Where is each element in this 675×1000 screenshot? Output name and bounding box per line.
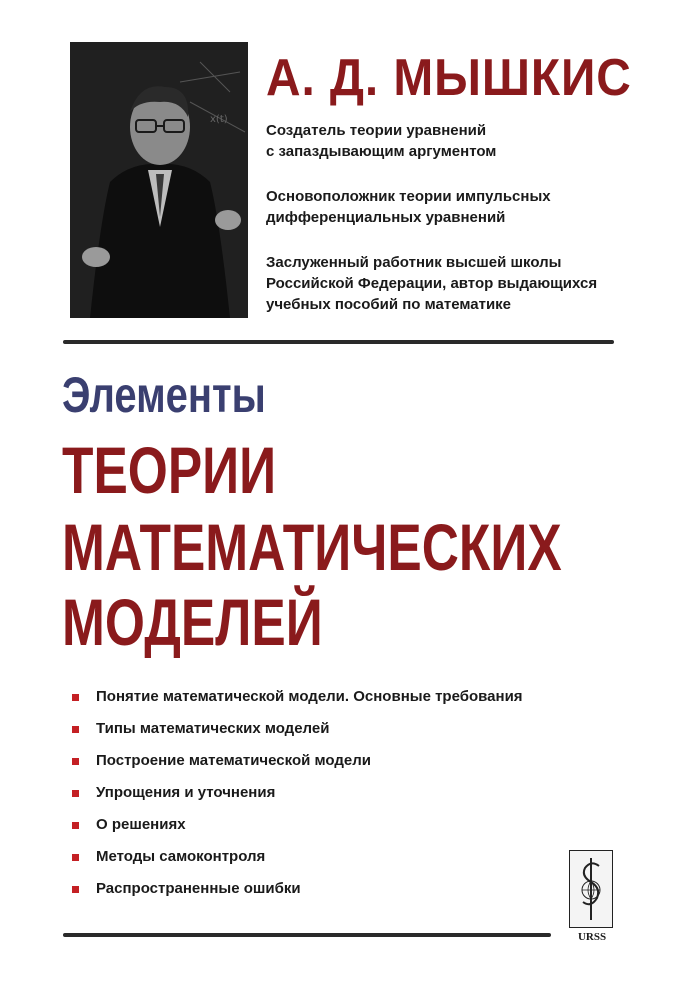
- bio-line: Российской Федерации, автор выдающихся: [266, 275, 598, 292]
- list-item: [70, 876, 523, 908]
- divider-bottom: [63, 933, 551, 937]
- list-item: [70, 844, 523, 876]
- bio-line: Создатель теории уравнений: [266, 122, 487, 139]
- bullet-square-icon: [72, 758, 79, 765]
- topic-list: [70, 684, 523, 908]
- bio-line: дифференциальных уравнений: [266, 209, 506, 226]
- title-line-2: ТЕОРИИ: [62, 433, 277, 507]
- title-line-3: МАТЕМАТИЧЕСКИХ: [62, 510, 562, 584]
- topic-label: Распространенные ошибки: [96, 880, 301, 897]
- topic-label: Упрощения и уточнения: [96, 784, 276, 801]
- topic-label: Методы самоконтроля: [96, 848, 266, 865]
- author-bio-1: [266, 120, 606, 162]
- bullet-square-icon: [72, 726, 79, 733]
- topic-label: О решениях: [96, 816, 186, 833]
- svg-text:x(t): x(t): [210, 114, 228, 125]
- list-item: [70, 748, 523, 780]
- author-bio-2: [266, 186, 606, 228]
- bio-line: с запаздывающим аргументом: [266, 143, 497, 160]
- bio-line: учебных пособий по математике: [266, 296, 512, 313]
- bullet-square-icon: [72, 694, 79, 701]
- bullet-square-icon: [72, 854, 79, 861]
- publisher-name: URSS: [577, 931, 607, 943]
- author-name: А. Д. МЫШКИС: [266, 49, 632, 107]
- bullet-square-icon: [72, 790, 79, 797]
- bio-line: Основоположник теории импульсных: [266, 188, 551, 205]
- list-item: [70, 812, 523, 844]
- divider-top: [63, 340, 614, 344]
- urss-logo-icon: [569, 850, 613, 928]
- list-item: [70, 684, 523, 716]
- topic-label: Понятие математической модели. Основные требования: [96, 688, 523, 705]
- bio-line: Заслуженный работник высшей школы: [266, 254, 562, 271]
- author-photo: [70, 42, 248, 318]
- list-item: [70, 716, 523, 748]
- topic-label: Построение математической модели: [96, 752, 371, 769]
- author-bio-3: [266, 252, 606, 315]
- author-portrait-illustration: [70, 42, 248, 318]
- list-item: [70, 780, 523, 812]
- topic-label: Типы математических моделей: [96, 720, 330, 737]
- publisher-logo: [569, 850, 615, 950]
- bullet-square-icon: [72, 886, 79, 893]
- title-line-1: Элементы: [62, 367, 266, 423]
- bullet-square-icon: [72, 822, 79, 829]
- title-line-4: МОДЕЛЕЙ: [62, 585, 323, 659]
